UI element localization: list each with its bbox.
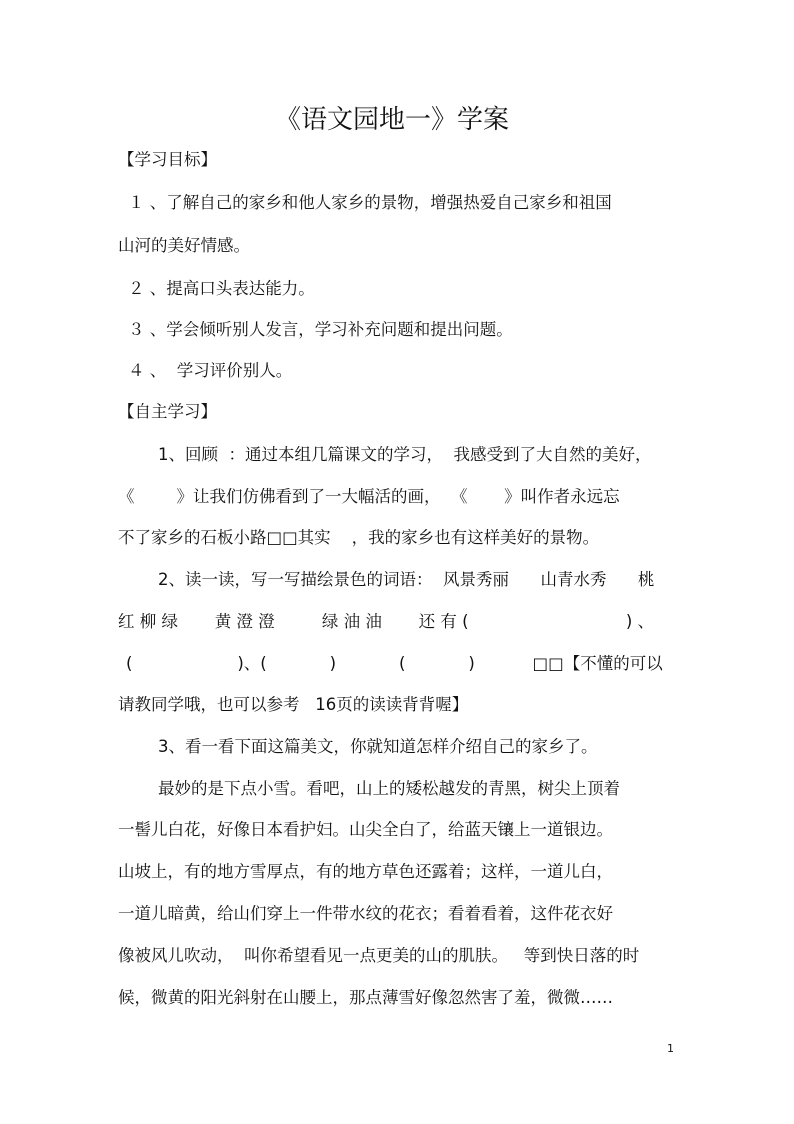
passage-line-1: 最妙的是下点小雪。看吧，山上的矮松越发的青黑，树尖上顶着 bbox=[158, 779, 620, 798]
goal-1-line-2: 山河的美好情感。 bbox=[118, 236, 250, 255]
review-line-2: 《 》让我们仿佛看到了一大幅活的画， 《 》叫作者永远忘 bbox=[118, 487, 620, 506]
goal-4: ４ 、 学习评价别人。 bbox=[128, 361, 293, 380]
page-title: 《语文园地一》学案 bbox=[275, 105, 510, 135]
review-line-1: 1、回顾 ：通过本组几篇课文的学习， 我感受到了大自然的美好， bbox=[158, 445, 652, 464]
passage-line-3: 山坡上，有的地方雪厚点，有的地方草色还露着；这样，一道儿白， bbox=[118, 862, 613, 881]
passage-line-2: 一髻儿白花，好像日本看护妇。山尖全白了，给蓝天镶上一道银边。 bbox=[118, 820, 613, 839]
passage-line-6: 候，微黄的阳光斜射在山腰上，那点薄雪好像忽然害了羞，微微…… bbox=[118, 988, 613, 1007]
words-exercise-line-3: ( )、( ) ( ) □□【不懂的可以 bbox=[126, 654, 663, 673]
goal-2: ２ 、提高口头表达能力。 bbox=[128, 279, 315, 298]
words-exercise-line-1: 2、读一读，写一写描绘景色的词语： 风景秀丽 山青水秀 桃 bbox=[158, 570, 655, 589]
words-exercise-line-4: 请教同学哦，也可以参考 16页的读读背背喔】 bbox=[118, 695, 469, 714]
goal-3: ３ 、学会倾听别人发言，学习补充问题和提出问题。 bbox=[128, 320, 513, 339]
review-line-3: 不了家乡的石板小路□□其实 ，我的家乡也有这样美好的景物。 bbox=[118, 528, 600, 547]
passage-line-5: 像被风儿吹动， 叫你希望看见一点更美的山的肌肤。 等到快日落的时 bbox=[118, 946, 640, 965]
learning-goals-heading: 【学习目标】 bbox=[118, 150, 217, 169]
passage-line-4: 一道儿暗黄，给山们穿上一件带水纹的花衣；看着看着，这件花衣好 bbox=[118, 904, 613, 923]
self-study-heading: 【自主学习】 bbox=[118, 402, 217, 421]
reading-instruction: 3、看一看下面这篇美文，你就知道怎样介绍自己的家乡了。 bbox=[158, 737, 598, 756]
words-exercise-line-2: 红 柳 绿 黄 澄 澄 绿 油 油 还 有 ( ) 、 bbox=[118, 612, 655, 631]
page-number: 1 bbox=[667, 1042, 674, 1055]
goal-1-line-1: １ 、了解自己的家乡和他人家乡的景物，增强热爱自己家乡和祖国 bbox=[128, 193, 612, 212]
